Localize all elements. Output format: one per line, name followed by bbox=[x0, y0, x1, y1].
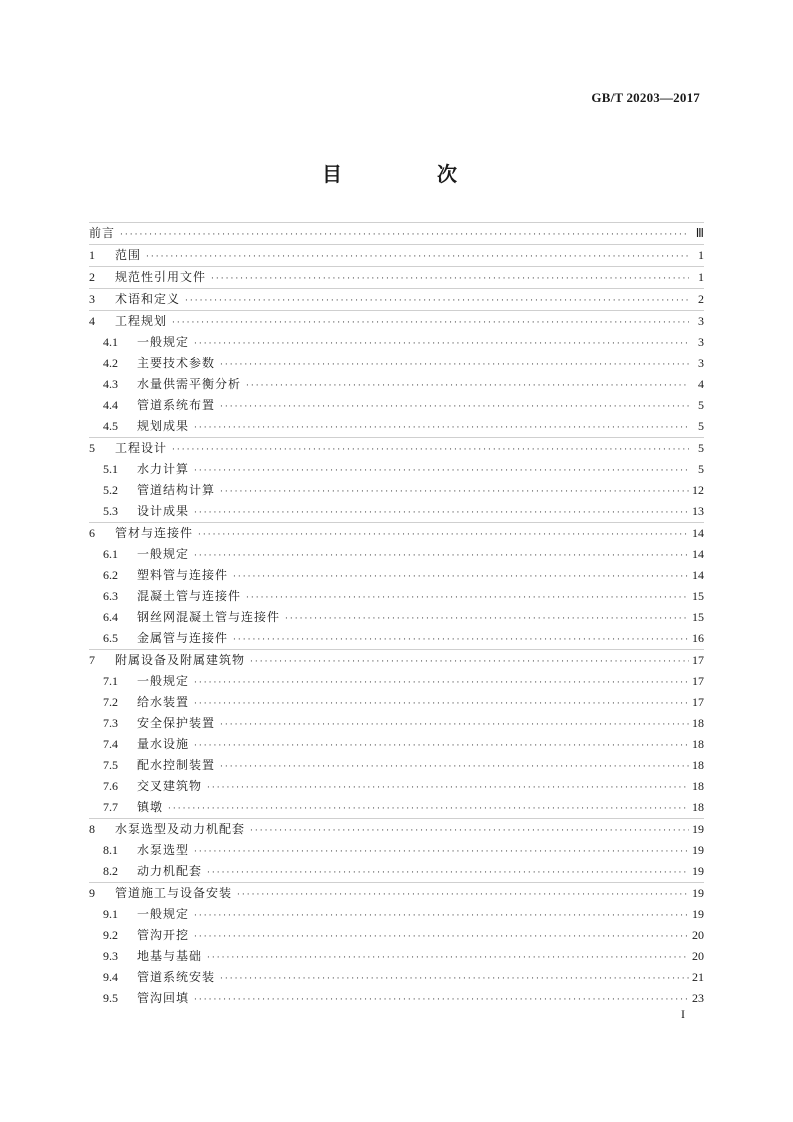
toc-entry[interactable] bbox=[89, 946, 704, 967]
toc-leader-dots bbox=[172, 440, 689, 461]
toc-entry-page: 14 bbox=[692, 568, 704, 582]
toc-entry-page: 5 bbox=[698, 441, 704, 455]
toc-entry[interactable] bbox=[89, 522, 704, 544]
toc-entry-page: 16 bbox=[692, 631, 704, 645]
toc-entry-number: 4.1 bbox=[103, 335, 118, 349]
toc-entry-page: 1 bbox=[698, 270, 704, 284]
toc-entry-page: 3 bbox=[698, 335, 704, 349]
toc-entry-label: 设计成果 bbox=[137, 504, 190, 518]
toc-entry-number: 6.2 bbox=[103, 568, 118, 582]
toc-entry-number: 1 bbox=[89, 248, 95, 262]
toc-entry-number: 9.5 bbox=[103, 991, 118, 1005]
toc-entry[interactable] bbox=[89, 544, 704, 565]
toc-entry-label: 交叉建筑物 bbox=[137, 779, 203, 793]
toc-entry-label: 范围 bbox=[115, 248, 142, 262]
toc-entry-page: 5 bbox=[698, 419, 704, 433]
toc-entry-page: 15 bbox=[692, 610, 704, 624]
toc-entry-label: 一般规定 bbox=[137, 335, 190, 349]
table-of-contents bbox=[89, 222, 704, 1009]
toc-entry-label: 附属设备及附属建筑物 bbox=[115, 653, 246, 667]
toc-entry[interactable] bbox=[89, 692, 704, 713]
toc-entry-page: 3 bbox=[698, 356, 704, 370]
toc-entry[interactable] bbox=[89, 480, 704, 501]
toc-entry[interactable] bbox=[89, 353, 704, 374]
toc-entry-label: 工程规划 bbox=[115, 314, 168, 328]
toc-leader-dots bbox=[120, 225, 689, 246]
toc-leader-dots bbox=[194, 503, 689, 524]
toc-entry-label: 钢丝网混凝土管与连接件 bbox=[137, 610, 281, 624]
toc-entry-number: 9.2 bbox=[103, 928, 118, 942]
toc-leader-dots bbox=[237, 885, 689, 906]
toc-entry-label: 一般规定 bbox=[137, 674, 190, 688]
toc-entry-number: 5.3 bbox=[103, 504, 118, 518]
toc-entry-page: 14 bbox=[692, 526, 704, 540]
toc-entry[interactable] bbox=[89, 734, 704, 755]
toc-entry-number: 5 bbox=[89, 441, 95, 455]
toc-entry[interactable] bbox=[89, 607, 704, 628]
toc-entry-number: 2 bbox=[89, 270, 95, 284]
toc-entry-label: 水量供需平衡分析 bbox=[137, 377, 242, 391]
toc-leader-dots bbox=[220, 757, 689, 778]
toc-entry-number: 9 bbox=[89, 886, 95, 900]
toc-leader-dots bbox=[207, 948, 689, 969]
toc-entry-label: 塑料管与连接件 bbox=[137, 568, 229, 582]
toc-leader-dots bbox=[168, 799, 689, 820]
toc-entry[interactable] bbox=[89, 797, 704, 818]
toc-entry[interactable] bbox=[89, 967, 704, 988]
toc-entry[interactable] bbox=[89, 395, 704, 416]
toc-entry[interactable] bbox=[89, 649, 704, 671]
toc-entry[interactable] bbox=[89, 671, 704, 692]
toc-entry-number: 9.1 bbox=[103, 907, 118, 921]
toc-entry-page: 20 bbox=[692, 928, 704, 942]
toc-entry-number: 6.3 bbox=[103, 589, 118, 603]
toc-leader-dots bbox=[194, 736, 689, 757]
toc-entry-page: 1 bbox=[698, 248, 704, 262]
toc-entry-number: 8.2 bbox=[103, 864, 118, 878]
toc-entry-page: 17 bbox=[692, 674, 704, 688]
toc-entry-page: 18 bbox=[692, 800, 704, 814]
toc-entry[interactable] bbox=[89, 628, 704, 649]
toc-entry[interactable] bbox=[89, 988, 704, 1009]
toc-entry[interactable] bbox=[89, 840, 704, 861]
toc-leader-dots bbox=[220, 355, 689, 376]
toc-entry-number: 6.4 bbox=[103, 610, 118, 624]
toc-entry-label: 水力计算 bbox=[137, 462, 190, 476]
toc-leader-dots bbox=[146, 247, 689, 268]
toc-leader-dots bbox=[220, 482, 689, 503]
toc-entry-number: 4.5 bbox=[103, 419, 118, 433]
toc-entry-number: 5.1 bbox=[103, 462, 118, 476]
toc-entry-number: 6.5 bbox=[103, 631, 118, 645]
toc-entry-label: 管道系统安装 bbox=[137, 970, 216, 984]
toc-entry-page: 14 bbox=[692, 547, 704, 561]
toc-entry[interactable] bbox=[89, 501, 704, 522]
toc-entry[interactable] bbox=[89, 861, 704, 882]
toc-entry-page: 19 bbox=[692, 907, 704, 921]
toc-leader-dots bbox=[198, 525, 689, 546]
toc-entry-number: 7.7 bbox=[103, 800, 118, 814]
toc-entry-number: 9.3 bbox=[103, 949, 118, 963]
toc-entry-page: 18 bbox=[692, 779, 704, 793]
toc-entry-label: 一般规定 bbox=[137, 907, 190, 921]
toc-leader-dots bbox=[250, 821, 689, 842]
toc-leader-dots bbox=[246, 588, 689, 609]
toc-entry-number: 8.1 bbox=[103, 843, 118, 857]
toc-entry-page: 18 bbox=[692, 758, 704, 772]
toc-entry-page: 17 bbox=[692, 695, 704, 709]
toc-leader-dots bbox=[194, 990, 689, 1011]
toc-leader-dots bbox=[172, 313, 689, 334]
toc-entry-number: 7.6 bbox=[103, 779, 118, 793]
toc-entry-number: 7.5 bbox=[103, 758, 118, 772]
toc-entry-label: 术语和定义 bbox=[115, 292, 181, 306]
toc-entry-page: 5 bbox=[698, 398, 704, 412]
toc-entry-label: 管材与连接件 bbox=[115, 526, 194, 540]
toc-entry[interactable] bbox=[89, 459, 704, 480]
toc-leader-dots bbox=[194, 694, 689, 715]
toc-leader-dots bbox=[207, 863, 689, 884]
toc-entry-page: 2 bbox=[698, 292, 704, 306]
toc-leader-dots bbox=[233, 630, 689, 651]
toc-leader-dots bbox=[233, 567, 689, 588]
toc-entry-label: 地基与基础 bbox=[137, 949, 203, 963]
toc-entry-number: 3 bbox=[89, 292, 95, 306]
toc-entry[interactable] bbox=[89, 904, 704, 925]
toc-entry[interactable] bbox=[89, 437, 704, 459]
toc-entry-number: 7.3 bbox=[103, 716, 118, 730]
toc-entry-page: 15 bbox=[692, 589, 704, 603]
toc-entry[interactable] bbox=[89, 266, 704, 288]
toc-entry-page: Ⅲ bbox=[695, 226, 704, 240]
toc-entry-label: 管沟开挖 bbox=[137, 928, 190, 942]
toc-entry-label: 量水设施 bbox=[137, 737, 190, 751]
toc-entry-number: 7.1 bbox=[103, 674, 118, 688]
toc-entry-label: 工程设计 bbox=[115, 441, 168, 455]
toc-entry-page: 19 bbox=[692, 843, 704, 857]
toc-entry-label: 前言 bbox=[89, 226, 116, 240]
page-number: I bbox=[681, 1007, 685, 1021]
toc-entry-page: 17 bbox=[692, 653, 704, 667]
toc-leader-dots bbox=[285, 609, 689, 630]
toc-leader-dots bbox=[194, 927, 689, 948]
toc-entry-page: 19 bbox=[692, 886, 704, 900]
toc-entry-page: 18 bbox=[692, 716, 704, 730]
toc-entry-label: 主要技术参数 bbox=[137, 356, 216, 370]
toc-leader-dots bbox=[207, 778, 689, 799]
toc-entry[interactable] bbox=[89, 416, 704, 437]
toc-entry[interactable] bbox=[89, 776, 704, 797]
toc-entry[interactable] bbox=[89, 755, 704, 776]
toc-entry-page: 4 bbox=[698, 377, 704, 391]
toc-entry-label: 管沟回填 bbox=[137, 991, 190, 1005]
toc-entry[interactable] bbox=[89, 310, 704, 332]
toc-entry-number: 6.1 bbox=[103, 547, 118, 561]
toc-entry-number: 4 bbox=[89, 314, 95, 328]
toc-entry-label: 动力机配套 bbox=[137, 864, 203, 878]
toc-entry-label: 管道结构计算 bbox=[137, 483, 216, 497]
toc-entry-page: 19 bbox=[692, 864, 704, 878]
toc-leader-dots bbox=[185, 291, 689, 312]
toc-entry[interactable] bbox=[89, 565, 704, 586]
toc-leader-dots bbox=[220, 969, 689, 990]
toc-entry-label: 管道施工与设备安装 bbox=[115, 886, 233, 900]
toc-entry-label: 管道系统布置 bbox=[137, 398, 216, 412]
toc-entry-number: 7.2 bbox=[103, 695, 118, 709]
toc-entry[interactable] bbox=[89, 713, 704, 734]
toc-entry-number: 4.2 bbox=[103, 356, 118, 370]
toc-entry-number: 7 bbox=[89, 653, 95, 667]
toc-entry[interactable] bbox=[89, 818, 704, 840]
toc-entry-label: 镇墩 bbox=[137, 800, 164, 814]
toc-entry-number: 7.4 bbox=[103, 737, 118, 751]
toc-entry[interactable] bbox=[89, 332, 704, 353]
toc-leader-dots bbox=[194, 546, 689, 567]
toc-leader-dots bbox=[194, 842, 689, 863]
page-title: 目 次 bbox=[322, 162, 501, 186]
toc-entry[interactable] bbox=[89, 222, 704, 244]
toc-entry-label: 金属管与连接件 bbox=[137, 631, 229, 645]
toc-leader-dots bbox=[194, 461, 689, 482]
toc-entry-number: 5.2 bbox=[103, 483, 118, 497]
toc-entry-label: 一般规定 bbox=[137, 547, 190, 561]
toc-entry-label: 水泵选型及动力机配套 bbox=[115, 822, 246, 836]
toc-entry-number: 4.4 bbox=[103, 398, 118, 412]
toc-leader-dots bbox=[246, 376, 689, 397]
toc-leader-dots bbox=[194, 334, 689, 355]
toc-entry-page: 13 bbox=[692, 504, 704, 518]
toc-entry[interactable] bbox=[89, 882, 704, 904]
toc-leader-dots bbox=[194, 906, 689, 927]
toc-entry[interactable] bbox=[89, 925, 704, 946]
toc-entry-number: 9.4 bbox=[103, 970, 118, 984]
toc-entry-page: 5 bbox=[698, 462, 704, 476]
toc-entry[interactable] bbox=[89, 288, 704, 310]
toc-entry-label: 安全保护装置 bbox=[137, 716, 216, 730]
toc-leader-dots bbox=[250, 652, 689, 673]
toc-leader-dots bbox=[194, 673, 689, 694]
toc-entry[interactable] bbox=[89, 586, 704, 607]
toc-leader-dots bbox=[220, 715, 689, 736]
toc-entry-page: 23 bbox=[692, 991, 704, 1005]
toc-entry-page: 19 bbox=[692, 822, 704, 836]
toc-entry-page: 12 bbox=[692, 483, 704, 497]
toc-entry-label: 规划成果 bbox=[137, 419, 190, 433]
toc-leader-dots bbox=[194, 418, 689, 439]
toc-entry-number: 8 bbox=[89, 822, 95, 836]
toc-leader-dots bbox=[220, 397, 689, 418]
standard-code: GB/T 20203—2017 bbox=[591, 90, 700, 105]
toc-entry-page: 20 bbox=[692, 949, 704, 963]
toc-entry-label: 水泵选型 bbox=[137, 843, 190, 857]
toc-entry-page: 21 bbox=[692, 970, 704, 984]
toc-entry-page: 3 bbox=[698, 314, 704, 328]
toc-leader-dots bbox=[211, 269, 689, 290]
toc-entry-page: 18 bbox=[692, 737, 704, 751]
toc-entry-label: 规范性引用文件 bbox=[115, 270, 207, 284]
toc-entry[interactable] bbox=[89, 244, 704, 266]
toc-entry-number: 4.3 bbox=[103, 377, 118, 391]
toc-entry-label: 给水装置 bbox=[137, 695, 190, 709]
toc-entry-label: 混凝土管与连接件 bbox=[137, 589, 242, 603]
toc-entry[interactable] bbox=[89, 374, 704, 395]
toc-entry-number: 6 bbox=[89, 526, 95, 540]
toc-entry-label: 配水控制装置 bbox=[137, 758, 216, 772]
